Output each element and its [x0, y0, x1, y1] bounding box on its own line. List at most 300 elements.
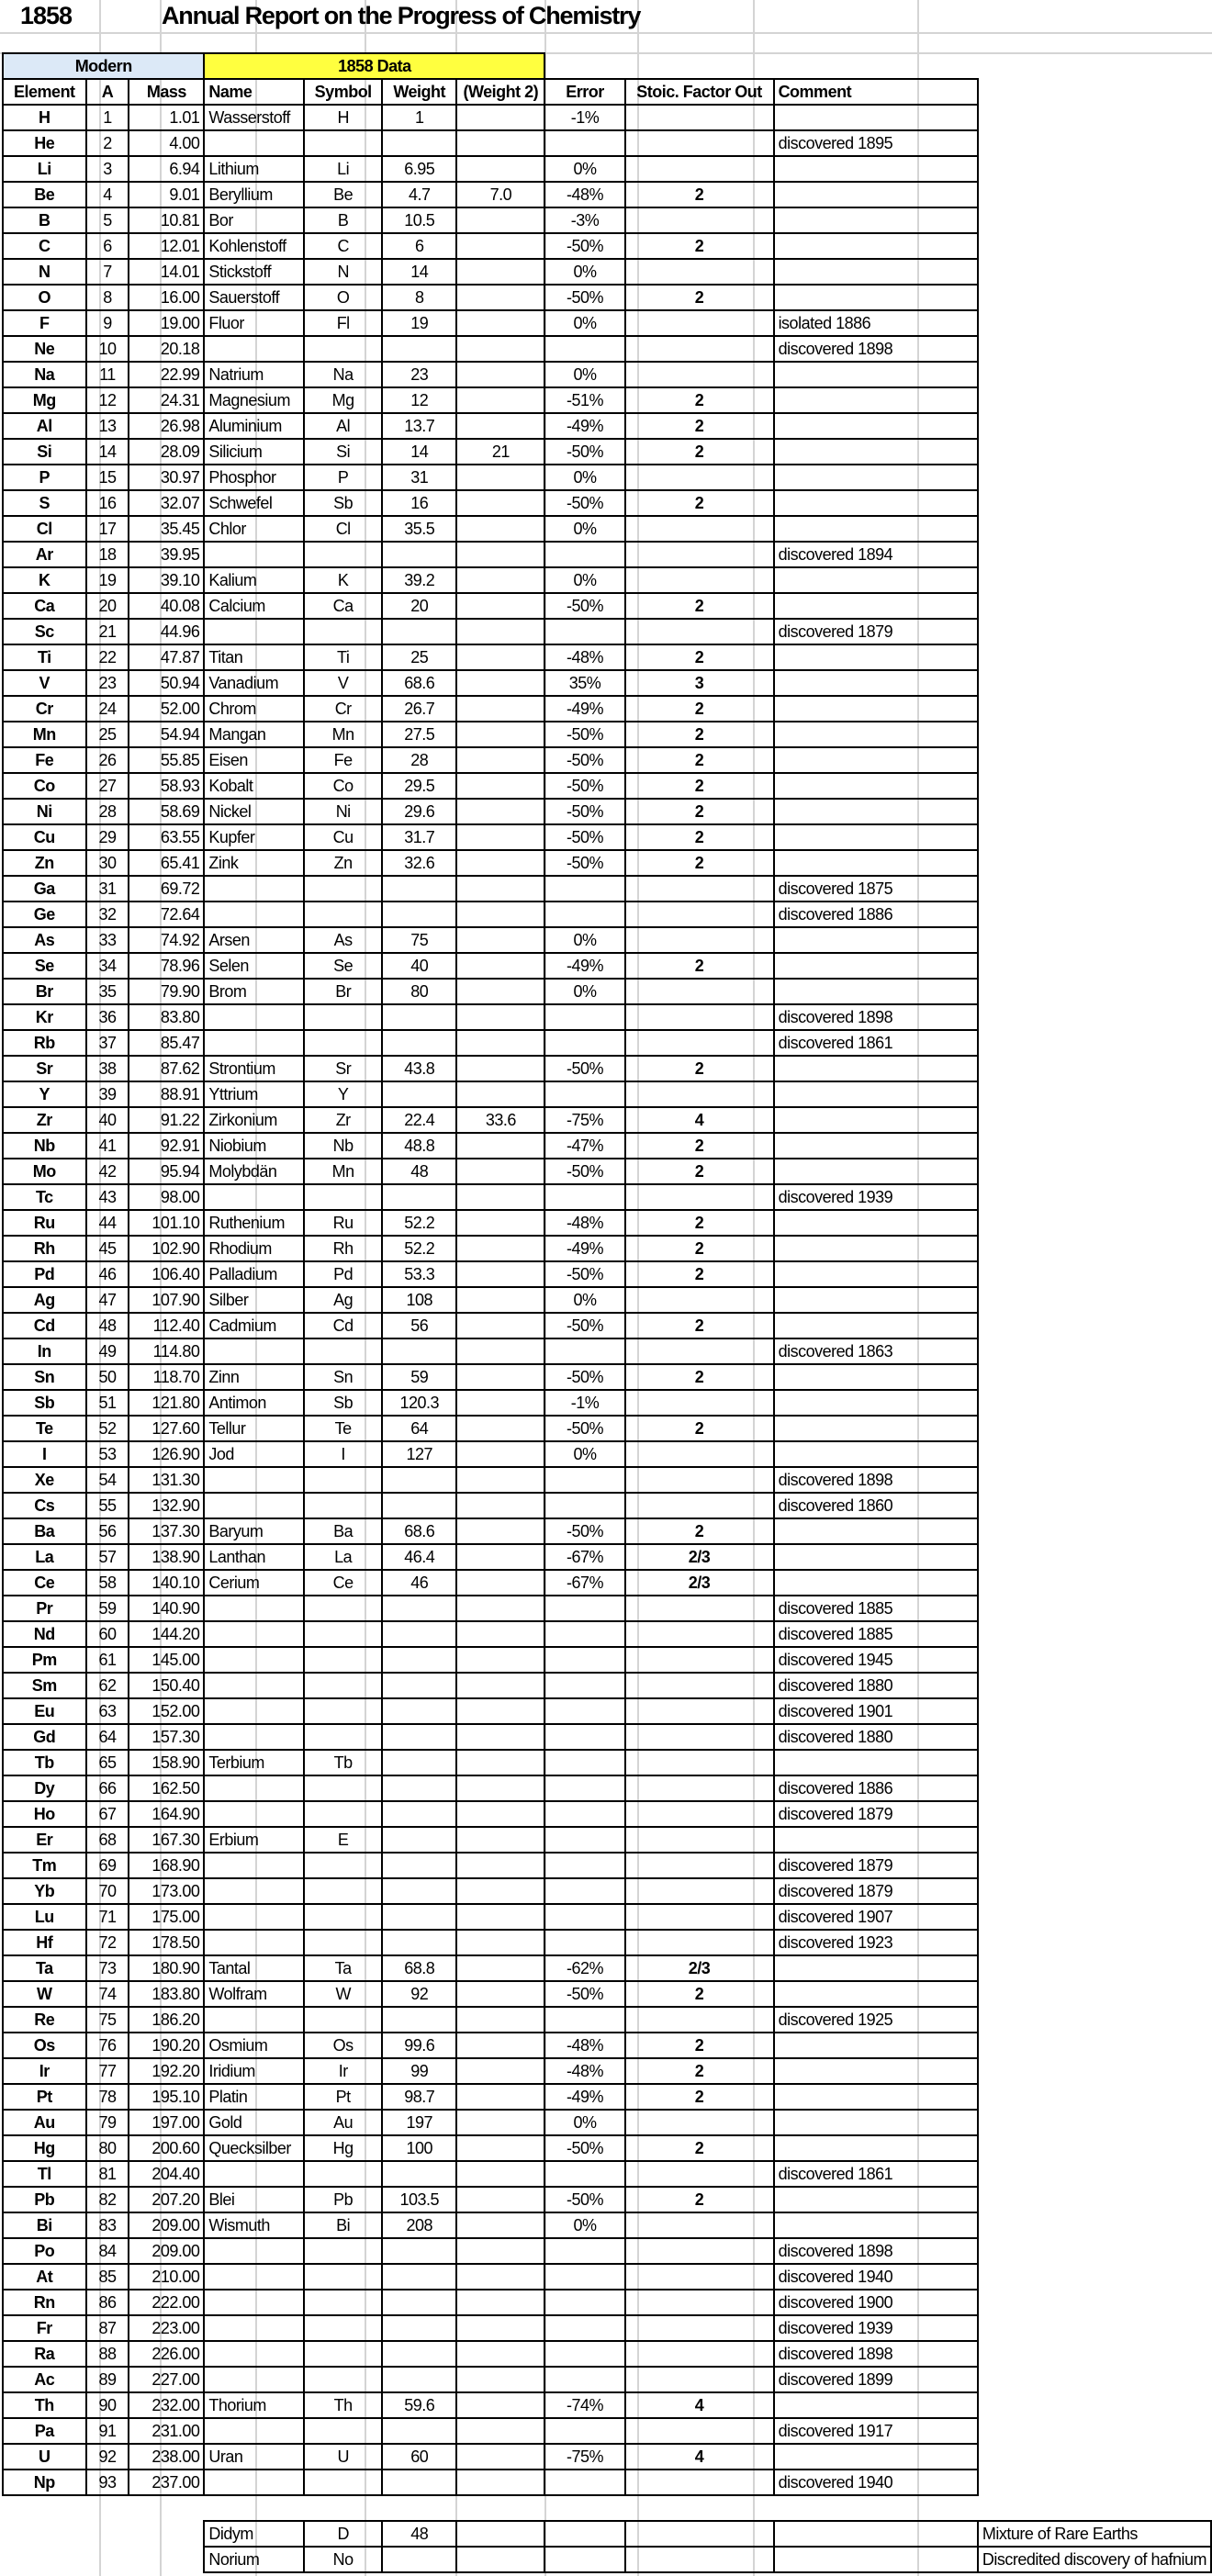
cell-comment: discovered 1875	[774, 876, 978, 902]
table-row	[3, 1827, 1211, 1853]
cell-element: Th	[3, 2392, 86, 2418]
cell-stoic-factor: 2	[625, 2058, 774, 2084]
cell-weight	[382, 336, 456, 362]
group-1858-data: 1858 Data	[204, 53, 544, 79]
cell-a: 74	[86, 1981, 129, 2007]
cell-element: Eu	[3, 1698, 86, 1724]
cell-stoic-factor	[625, 1596, 774, 1621]
table-row	[3, 1313, 1211, 1338]
cell-element: Sr	[3, 1056, 86, 1081]
cell-mass: 227.00	[129, 2367, 204, 2392]
cell-mass: 131.30	[129, 1467, 204, 1493]
cell-comment	[774, 105, 978, 130]
cell-weight	[382, 619, 456, 644]
cell-stoic-factor: 2	[625, 233, 774, 259]
cell-name: Gold	[204, 2110, 304, 2135]
cell-weight: 52.2	[382, 1210, 456, 1236]
cell-name: Phosphor	[204, 465, 304, 490]
cell-weight-2	[456, 1056, 544, 1081]
cell-weight	[382, 1621, 456, 1647]
cell-mass: 72.64	[129, 902, 204, 927]
report-year: 1858	[20, 2, 73, 29]
cell-symbol: Ru	[304, 1210, 382, 1236]
cell-element: At	[3, 2264, 86, 2290]
cell-weight	[382, 902, 456, 927]
cell-name: Brom	[204, 979, 304, 1004]
cell-stoic-factor	[625, 1081, 774, 1107]
cell-weight	[382, 2264, 456, 2290]
cell-error: 35%	[544, 670, 624, 696]
cell-comment	[774, 1518, 978, 1544]
cell-symbol: Be	[304, 182, 382, 207]
cell-stoic-factor	[625, 619, 774, 644]
cell-comment: discovered 1923	[774, 1930, 978, 1955]
cell-a: 44	[86, 1210, 129, 1236]
cell-mass: 91.22	[129, 1107, 204, 1133]
cell-weight: 25	[382, 644, 456, 670]
cell-error	[544, 2367, 624, 2392]
cell-name: Kohlenstoff	[204, 233, 304, 259]
table-row	[3, 1261, 1211, 1287]
cell-comment	[774, 2212, 978, 2238]
cell-comment: discovered 1907	[774, 1904, 978, 1930]
cell-mass: 44.96	[129, 619, 204, 644]
cell-name: Molybdän	[204, 1159, 304, 1184]
cell-name	[204, 1775, 304, 1801]
cell-symbol: Mn	[304, 1159, 382, 1184]
cell-mass: 107.90	[129, 1287, 204, 1313]
table-row	[3, 1621, 1211, 1647]
cell-a: 7	[86, 259, 129, 285]
cell-a: 77	[86, 2058, 129, 2084]
cell-element: Sm	[3, 1673, 86, 1698]
cell-weight: 29.6	[382, 799, 456, 824]
cell-stoic-factor	[625, 336, 774, 362]
cell-symbol	[304, 902, 382, 927]
cell-stoic-factor	[625, 979, 774, 1004]
cell-a: 17	[86, 516, 129, 542]
cell-name	[204, 2470, 304, 2495]
cell-name: Norium	[204, 2547, 304, 2572]
cell-weight-2	[456, 1750, 544, 1775]
cell-error: -67%	[544, 1544, 624, 1570]
cell-error: 0%	[544, 516, 624, 542]
table-row	[3, 1981, 1211, 2007]
cell-comment	[774, 439, 978, 465]
table-row	[3, 1775, 1211, 1801]
cell-symbol	[304, 2470, 382, 2495]
cell-weight-2	[456, 902, 544, 927]
cell-weight-2	[456, 1673, 544, 1698]
table-row	[3, 465, 1211, 490]
cell-name: Rhodium	[204, 1236, 304, 1261]
cell-name: Tellur	[204, 1416, 304, 1441]
cell-mass: 9.01	[129, 182, 204, 207]
cell-name: Zirkonium	[204, 1107, 304, 1133]
cell-element: Li	[3, 156, 86, 182]
cell-a: 72	[86, 1930, 129, 1955]
cell-weight: 46.4	[382, 1544, 456, 1570]
table-row	[3, 1750, 1211, 1775]
cell-weight: 59.6	[382, 2392, 456, 2418]
cell-element: Na	[3, 362, 86, 387]
cell-error: -50%	[544, 490, 624, 516]
cell-mass: 137.30	[129, 1518, 204, 1544]
cell-stoic-factor: 2	[625, 1981, 774, 2007]
extra-row	[3, 2521, 1211, 2547]
cell-mass: 127.60	[129, 1416, 204, 1441]
table-row	[3, 979, 1211, 1004]
cell-stoic-factor	[625, 105, 774, 130]
cell-mass: 118.70	[129, 1364, 204, 1390]
cell-stoic-factor	[625, 516, 774, 542]
cell-a: 36	[86, 1004, 129, 1030]
cell-stoic-factor	[625, 1467, 774, 1493]
cell-a: 87	[86, 2315, 129, 2341]
cell-stoic-factor	[625, 1004, 774, 1030]
cell-element: Er	[3, 1827, 86, 1853]
cell-element: V	[3, 670, 86, 696]
table-row	[3, 182, 1211, 207]
cell-comment	[774, 413, 978, 439]
cell-symbol	[304, 1184, 382, 1210]
cell-name	[204, 2238, 304, 2264]
cell-symbol: O	[304, 285, 382, 310]
cell-symbol: Bi	[304, 2212, 382, 2238]
cell-weight: 59	[382, 1364, 456, 1390]
cell-stoic-factor: 2	[625, 722, 774, 747]
cell-error: -48%	[544, 1210, 624, 1236]
cell-weight-2	[456, 1287, 544, 1313]
cell-a: 24	[86, 696, 129, 722]
column-header-row	[3, 79, 1211, 105]
cell-symbol	[304, 1647, 382, 1673]
cell-comment	[774, 259, 978, 285]
cell-comment: discovered 1940	[774, 2470, 978, 2495]
cell-a: 78	[86, 2084, 129, 2110]
cell-error	[544, 1801, 624, 1827]
cell-weight-2	[456, 2007, 544, 2033]
cell-comment: discovered 1879	[774, 1801, 978, 1827]
cell-mass: 63.55	[129, 824, 204, 850]
table-row	[3, 1159, 1211, 1184]
cell-mass: 39.95	[129, 542, 204, 567]
cell-element: Br	[3, 979, 86, 1004]
cell-stoic-factor	[625, 876, 774, 902]
cell-name: Cadmium	[204, 1313, 304, 1338]
cell-symbol	[304, 1878, 382, 1904]
cell-element: Dy	[3, 1775, 86, 1801]
cell-stoic-factor: 2	[625, 1159, 774, 1184]
cell-name: Kalium	[204, 567, 304, 593]
cell-stoic-factor: 4	[625, 2392, 774, 2418]
cell-weight	[382, 1467, 456, 1493]
cell-name: Eisen	[204, 747, 304, 773]
cell-element: Cs	[3, 1493, 86, 1518]
cell-mass: 112.40	[129, 1313, 204, 1338]
cell-mass: 173.00	[129, 1878, 204, 1904]
table-row	[3, 1878, 1211, 1904]
cell-error	[544, 1930, 624, 1955]
cell-stoic-factor	[625, 2315, 774, 2341]
cell-element: F	[3, 310, 86, 336]
cell-stoic-factor	[625, 1775, 774, 1801]
cell-stoic-factor	[625, 2238, 774, 2264]
cell-weight: 68.6	[382, 1518, 456, 1544]
cell-error: -50%	[544, 1981, 624, 2007]
cell-a: 16	[86, 490, 129, 516]
cell-a: 13	[86, 413, 129, 439]
cell-name	[204, 1493, 304, 1518]
cell-weight: 23	[382, 362, 456, 387]
cell-mass: 1.01	[129, 105, 204, 130]
cell-mass: 58.69	[129, 799, 204, 824]
table-row	[3, 644, 1211, 670]
cell-error: -3%	[544, 207, 624, 233]
table-row	[3, 773, 1211, 799]
table-row	[3, 1416, 1211, 1441]
cell-weight-2	[456, 953, 544, 979]
cell-element: As	[3, 927, 86, 953]
table-row	[3, 1493, 1211, 1518]
cell-name	[204, 2418, 304, 2444]
cell-weight-2	[456, 1596, 544, 1621]
cell-mass: 231.00	[129, 2418, 204, 2444]
cell-element: Ge	[3, 902, 86, 927]
cell-weight: 32.6	[382, 850, 456, 876]
cell-mass: 192.20	[129, 2058, 204, 2084]
cell-element: Ga	[3, 876, 86, 902]
table-row	[3, 1673, 1211, 1698]
table-row	[3, 902, 1211, 927]
cell-weight-2	[456, 1647, 544, 1673]
cell-weight: 68.8	[382, 1955, 456, 1981]
cell-comment: discovered 1885	[774, 1596, 978, 1621]
cell-a: 52	[86, 1416, 129, 1441]
cell-mass: 178.50	[129, 1930, 204, 1955]
cell-symbol: Ca	[304, 593, 382, 619]
cell-element: N	[3, 259, 86, 285]
cell-a: 51	[86, 1390, 129, 1416]
cell-symbol: Hg	[304, 2135, 382, 2161]
cell-stoic-factor	[625, 1930, 774, 1955]
cell-mass: 164.90	[129, 1801, 204, 1827]
table-row	[3, 696, 1211, 722]
table-row	[3, 156, 1211, 182]
cell-error	[544, 2264, 624, 2290]
table-row	[3, 2187, 1211, 2212]
cell-mass: 85.47	[129, 1030, 204, 1056]
cell-weight: 103.5	[382, 2187, 456, 2212]
cell-mass: 20.18	[129, 336, 204, 362]
cell-element: Ru	[3, 1210, 86, 1236]
cell-name: Yttrium	[204, 1081, 304, 1107]
cell-error	[544, 336, 624, 362]
cell-comment: discovered 1925	[774, 2007, 978, 2033]
cell-weight	[382, 1775, 456, 1801]
cell-comment	[774, 2187, 978, 2212]
cell-stoic-factor: 2	[625, 1313, 774, 1338]
cell-name: Osmium	[204, 2033, 304, 2058]
cell-error	[544, 1750, 624, 1775]
cell-comment: discovered 1879	[774, 1878, 978, 1904]
cell-symbol: Sb	[304, 1390, 382, 1416]
table-row	[3, 516, 1211, 542]
cell-name: Stickstoff	[204, 259, 304, 285]
cell-symbol: Fe	[304, 747, 382, 773]
cell-mass: 190.20	[129, 2033, 204, 2058]
cell-comment: discovered 1898	[774, 2238, 978, 2264]
cell-error: -50%	[544, 233, 624, 259]
table-row	[3, 927, 1211, 953]
cell-weight	[382, 1493, 456, 1518]
cell-comment	[774, 799, 978, 824]
table-row	[3, 2470, 1211, 2495]
cell-symbol	[304, 619, 382, 644]
cell-weight	[382, 2315, 456, 2341]
cell-error: 0%	[544, 156, 624, 182]
cell-comment	[774, 1570, 978, 1596]
cell-a: 48	[86, 1313, 129, 1338]
cell-name: Vanadium	[204, 670, 304, 696]
cell-weight: 6.95	[382, 156, 456, 182]
table-row	[3, 1004, 1211, 1030]
cell-mass: 210.00	[129, 2264, 204, 2290]
cell-mass: 209.00	[129, 2238, 204, 2264]
cell-stoic-factor	[625, 1287, 774, 1313]
cell-a: 37	[86, 1030, 129, 1056]
cell-stoic-factor	[625, 2161, 774, 2187]
cell-mass: 200.60	[129, 2135, 204, 2161]
cell-mass: 10.81	[129, 207, 204, 233]
cell-stoic-factor	[625, 2290, 774, 2315]
cell-element: Ir	[3, 2058, 86, 2084]
cell-comment	[774, 207, 978, 233]
cell-symbol: Ti	[304, 644, 382, 670]
cell-name	[204, 1930, 304, 1955]
empty-cell	[86, 2495, 129, 2521]
table-row	[3, 1390, 1211, 1416]
cell-mass: 114.80	[129, 1338, 204, 1364]
cell-element: Po	[3, 2238, 86, 2264]
cell-weight-2	[456, 1827, 544, 1853]
cell-symbol	[304, 2161, 382, 2187]
cell-name: Quecksilber	[204, 2135, 304, 2161]
cell-weight: 48	[382, 2521, 456, 2547]
cell-stoic-factor	[625, 2547, 774, 2572]
cell-symbol: Au	[304, 2110, 382, 2135]
cell-mass: 167.30	[129, 1827, 204, 1853]
cell-a: 60	[86, 1621, 129, 1647]
cell-symbol	[304, 1621, 382, 1647]
cell-a: 6	[86, 233, 129, 259]
cell-symbol: Co	[304, 773, 382, 799]
cell-name: Aluminium	[204, 413, 304, 439]
cell-error: 0%	[544, 1287, 624, 1313]
cell-weight: 20	[382, 593, 456, 619]
cell-weight-2: 7.0	[456, 182, 544, 207]
cell-element: Ta	[3, 1955, 86, 1981]
cell-comment: discovered 1898	[774, 1467, 978, 1493]
cell-error: -50%	[544, 1518, 624, 1544]
cell-comment	[774, 1261, 978, 1287]
cell-a: 20	[86, 593, 129, 619]
cell-name: Iridium	[204, 2058, 304, 2084]
cell-symbol	[304, 336, 382, 362]
table-row	[3, 207, 1211, 233]
cell-weight	[382, 2161, 456, 2187]
cell-name: Thorium	[204, 2392, 304, 2418]
cell-error: -49%	[544, 1236, 624, 1261]
cell-comment	[774, 2058, 978, 2084]
cell-symbol: As	[304, 927, 382, 953]
cell-name: Silber	[204, 1287, 304, 1313]
cell-comment	[774, 1416, 978, 1441]
cell-stoic-factor: 2	[625, 1364, 774, 1390]
cell-element: W	[3, 1981, 86, 2007]
cell-error	[544, 1081, 624, 1107]
cell-error	[544, 1673, 624, 1698]
cell-weight-2	[456, 644, 544, 670]
cell-weight-2	[456, 2058, 544, 2084]
element-table	[2, 52, 1212, 2573]
cell-stoic-factor	[625, 1390, 774, 1416]
cell-mass: 52.00	[129, 696, 204, 722]
table-row	[3, 953, 1211, 979]
cell-weight	[382, 1184, 456, 1210]
cell-stoic-factor	[625, 130, 774, 156]
cell-stoic-factor	[625, 1724, 774, 1750]
cell-comment	[774, 182, 978, 207]
cell-name: Bor	[204, 207, 304, 233]
cell-a: 59	[86, 1596, 129, 1621]
cell-element: Os	[3, 2033, 86, 2058]
cell-comment	[774, 2547, 978, 2572]
table-row	[3, 1441, 1211, 1467]
cell-a: 73	[86, 1955, 129, 1981]
cell-name	[204, 1467, 304, 1493]
cell-name	[204, 902, 304, 927]
cell-comment: discovered 1885	[774, 1621, 978, 1647]
empty-cell	[129, 2547, 204, 2572]
cell-name: Lithium	[204, 156, 304, 182]
column-header-weight: Weight	[382, 79, 456, 105]
cell-weight-2	[456, 1364, 544, 1390]
cell-weight	[382, 2547, 456, 2572]
cell-stoic-factor: 2	[625, 824, 774, 850]
table-row	[3, 1081, 1211, 1107]
cell-weight-2	[456, 1390, 544, 1416]
cell-weight-2: 21	[456, 439, 544, 465]
cell-stoic-factor: 2/3	[625, 1570, 774, 1596]
cell-stoic-factor	[625, 2264, 774, 2290]
cell-weight	[382, 2007, 456, 2033]
cell-element: Au	[3, 2110, 86, 2135]
table-row	[3, 1647, 1211, 1673]
cell-name: Lanthan	[204, 1544, 304, 1570]
cell-symbol	[304, 1467, 382, 1493]
cell-element: Zr	[3, 1107, 86, 1133]
cell-weight-2	[456, 1775, 544, 1801]
cell-a: 82	[86, 2187, 129, 2212]
cell-comment	[774, 567, 978, 593]
cell-a: 92	[86, 2444, 129, 2470]
group-header-row	[3, 53, 1211, 79]
cell-weight-2	[456, 1724, 544, 1750]
table-row	[3, 1801, 1211, 1827]
cell-weight: 98.7	[382, 2084, 456, 2110]
cell-stoic-factor: 2	[625, 1518, 774, 1544]
